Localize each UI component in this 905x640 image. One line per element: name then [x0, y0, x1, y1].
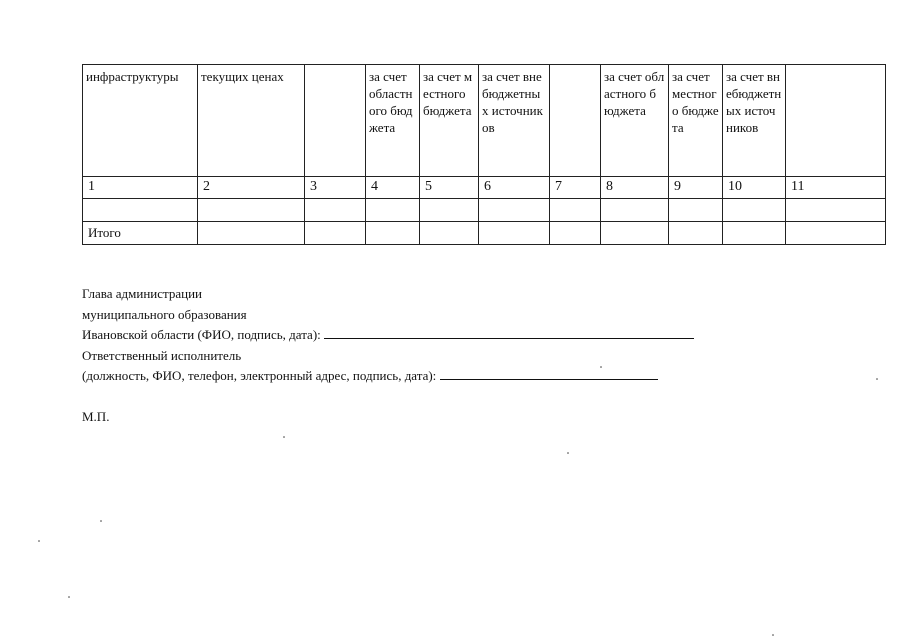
scan-speck	[68, 596, 70, 598]
table-cell	[601, 222, 669, 245]
column-number: 2	[198, 177, 305, 199]
table-cell	[305, 199, 366, 222]
column-number: 3	[305, 177, 366, 199]
table-cell	[479, 222, 550, 245]
header-cell: инфраструктуры	[83, 65, 198, 177]
table-cell	[723, 222, 786, 245]
table-cell	[550, 222, 601, 245]
table-cell	[669, 222, 723, 245]
budget-table	[82, 64, 886, 245]
header-cell: за счет местного бюджета	[420, 65, 479, 177]
column-number: 6	[479, 177, 550, 199]
table-cell	[366, 222, 420, 245]
table-cell	[479, 199, 550, 222]
stamp-placeholder: М.П.	[82, 409, 110, 424]
header-cell: за счет областного бюджета	[601, 65, 669, 177]
scan-speck	[772, 634, 774, 636]
signature-block	[82, 284, 694, 387]
signature-line: (должность, ФИО, телефон, электронный адрес, подпись, дата):	[82, 366, 694, 387]
column-number-row	[83, 177, 886, 199]
signature-line: Глава администрации	[82, 286, 203, 301]
column-number: 5	[420, 177, 479, 199]
table-cell	[786, 222, 886, 245]
header-cell	[786, 65, 886, 177]
signature-line: муниципального образования	[82, 306, 247, 322]
total-label: Итого	[83, 222, 198, 245]
header-cell: за счет внебюджетных источников	[723, 65, 786, 177]
header-cell: текущих ценах	[198, 65, 305, 177]
table-cell	[83, 199, 198, 222]
table-cell	[198, 222, 305, 245]
header-cell	[550, 65, 601, 177]
signature-blank[interactable]	[324, 326, 694, 339]
table-cell	[601, 199, 669, 222]
column-number: 11	[786, 177, 886, 199]
column-number: 9	[669, 177, 723, 199]
header-cell	[305, 65, 366, 177]
table-cell	[420, 222, 479, 245]
column-number: 4	[366, 177, 420, 199]
scan-speck	[100, 520, 102, 522]
header-cell: за счет внебюджетных источников	[479, 65, 550, 177]
table-header-row	[83, 65, 886, 177]
table-cell	[305, 222, 366, 245]
scan-speck	[283, 436, 285, 438]
scan-speck	[876, 378, 878, 380]
table-cell	[669, 199, 723, 222]
column-number: 8	[601, 177, 669, 199]
signature-line: Ивановской области (ФИО, подпись, дата):	[82, 325, 694, 346]
signature-blank[interactable]	[440, 367, 658, 380]
total-row	[83, 222, 886, 245]
table-cell	[550, 199, 601, 222]
table-cell	[420, 199, 479, 222]
header-cell: за счет местного бюджета	[669, 65, 723, 177]
column-number: 10	[723, 177, 786, 199]
column-number: 7	[550, 177, 601, 199]
table-cell	[198, 199, 305, 222]
table-row	[83, 199, 886, 222]
header-cell: за счет областного бюджета	[366, 65, 420, 177]
table-cell	[366, 199, 420, 222]
scan-speck	[600, 366, 602, 368]
column-number: 1	[83, 177, 198, 199]
scan-speck	[38, 540, 40, 542]
signature-line: Ответственный исполнитель	[82, 347, 242, 363]
table-cell	[786, 199, 886, 222]
table-cell	[723, 199, 786, 222]
scan-speck	[567, 452, 569, 454]
